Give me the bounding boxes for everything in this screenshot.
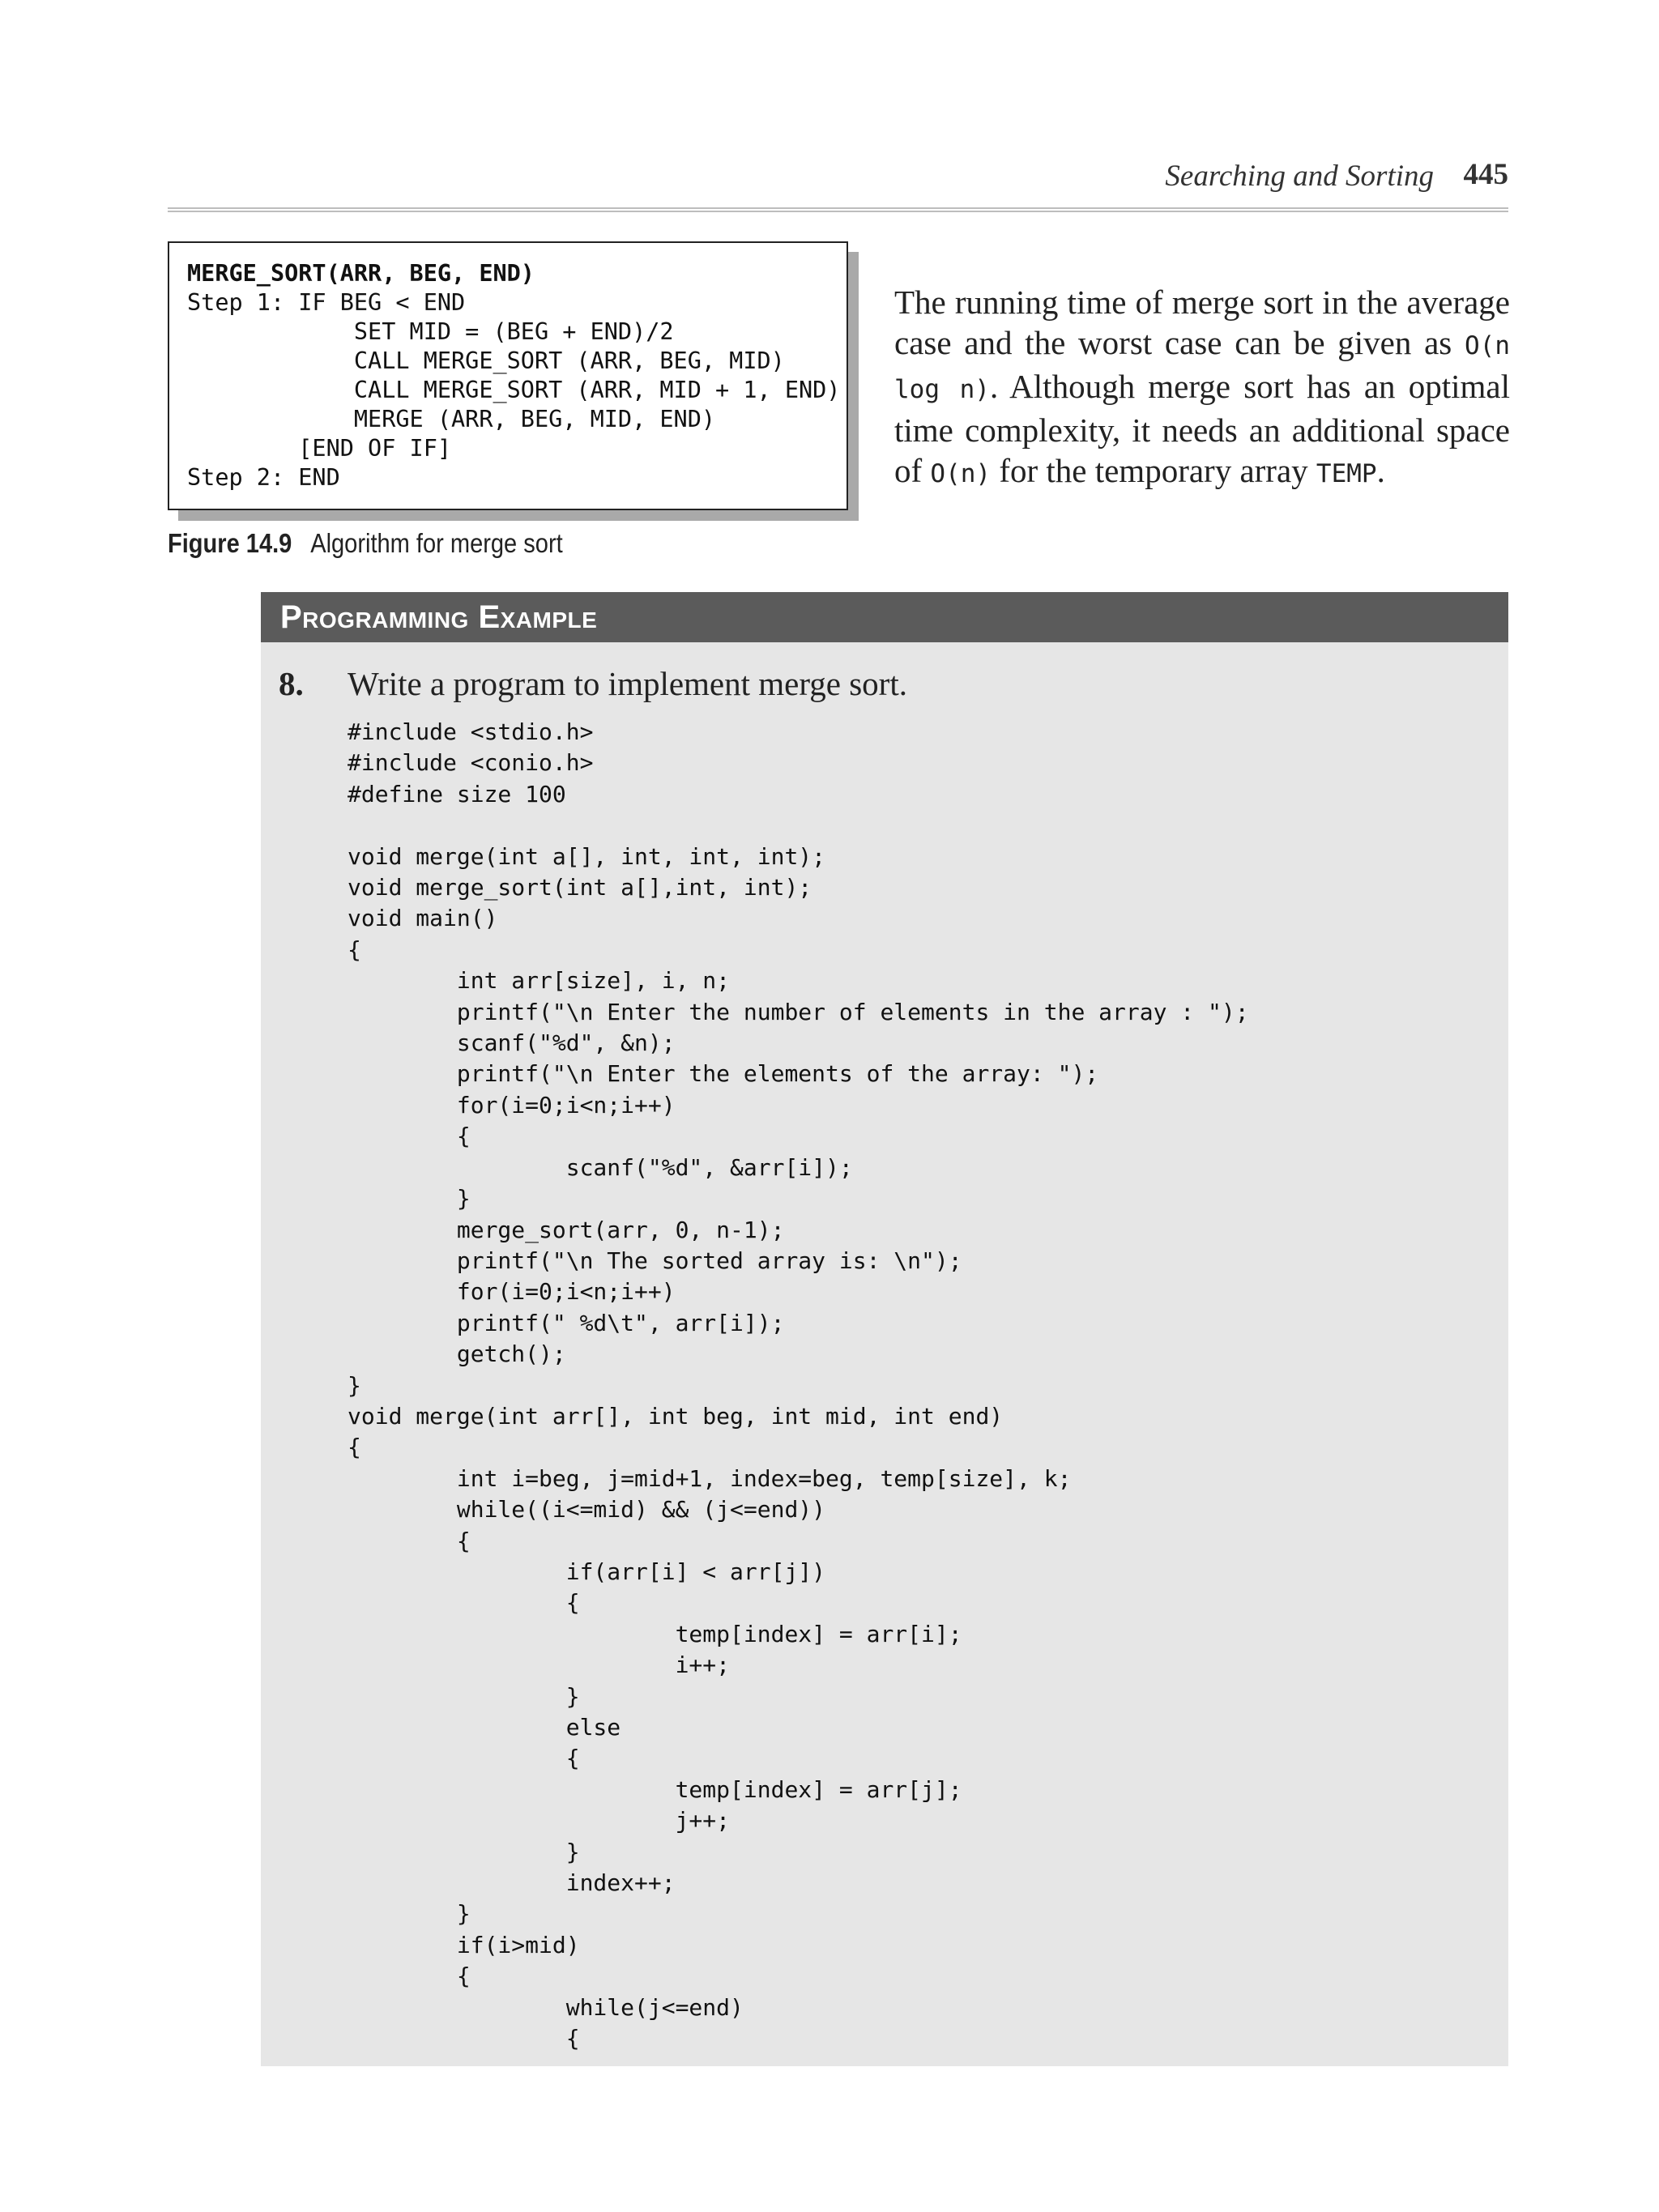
algorithm-line: [END OF IF] xyxy=(187,435,452,462)
algorithm-line: CALL MERGE_SORT (ARR, MID + 1, END) xyxy=(187,377,841,403)
inline-code: O(n) xyxy=(930,459,992,488)
paragraph-text: for the temporary array xyxy=(991,452,1316,489)
algorithm-line: Step 2: END xyxy=(187,464,340,491)
page-number: 445 xyxy=(1463,158,1508,191)
paragraph-text: . xyxy=(1376,452,1385,489)
inline-code: O(n log n) xyxy=(894,331,1510,404)
programming-example-section xyxy=(261,592,1508,2066)
chapter-title: Searching and Sorting xyxy=(1165,160,1434,193)
figure-label: Figure 14.9 xyxy=(168,528,292,558)
paragraph-text: . Although merge sort has an optimal time complexity, it needs an additional space of xyxy=(894,368,1510,489)
algorithm-line: Step 1: IF BEG < END xyxy=(187,289,466,316)
body-paragraph xyxy=(894,282,1510,494)
figure-caption xyxy=(168,528,563,559)
algorithm-line: MERGE (ARR, BEG, MID, END) xyxy=(187,406,716,433)
programming-example-heading: Programming Example xyxy=(261,592,1508,642)
paragraph-text: The running time of merge sort in the average case and the worst case can be given as xyxy=(894,283,1510,361)
example-title: Write a program to implement merge sort. xyxy=(348,665,907,702)
figure-caption-text: Algorithm for merge sort xyxy=(310,528,563,558)
running-header xyxy=(168,154,1508,212)
code-listing: #include <stdio.h> #include <conio.h> #define size 100 void merge(int a[], int, int, int); void merge_sort(int a[],int, int); void main() { int arr[size], i, n; printf("\n Enter the number of elements in the array : "); scanf("%d", &n); printf("\n Enter the elements of the array: "); for(i=0;i<n;i++) { scanf("%d", &arr[i]); } merge_sort(arr, 0, n-1); printf("\n The sorted array is: \n"); for(i=0;i<n;i++) printf(" %d\t", arr[i]); getch(); } void merge(int arr[], int beg, int mid, int end) { int i=beg, j=mid+1, index=beg, temp[size], k; while((i<=mid) && (j<=end)) { if(arr[i] < arr[j]) { temp[index] = arr[i]; i++; } else { temp[index] = arr[j]; j++; } index++; } if(i>mid) { while(j<=end) { xyxy=(348,718,1249,2052)
inline-code: TEMP xyxy=(1316,459,1377,488)
algorithm-listing xyxy=(187,259,840,492)
algorithm-line: CALL MERGE_SORT (ARR, BEG, MID) xyxy=(187,347,785,374)
example-number: 8. xyxy=(279,665,304,702)
algorithm-box xyxy=(168,241,848,510)
algorithm-line: MERGE_SORT(ARR, BEG, END) xyxy=(187,260,535,287)
algorithm-line: SET MID = (BEG + END)/2 xyxy=(187,318,674,345)
